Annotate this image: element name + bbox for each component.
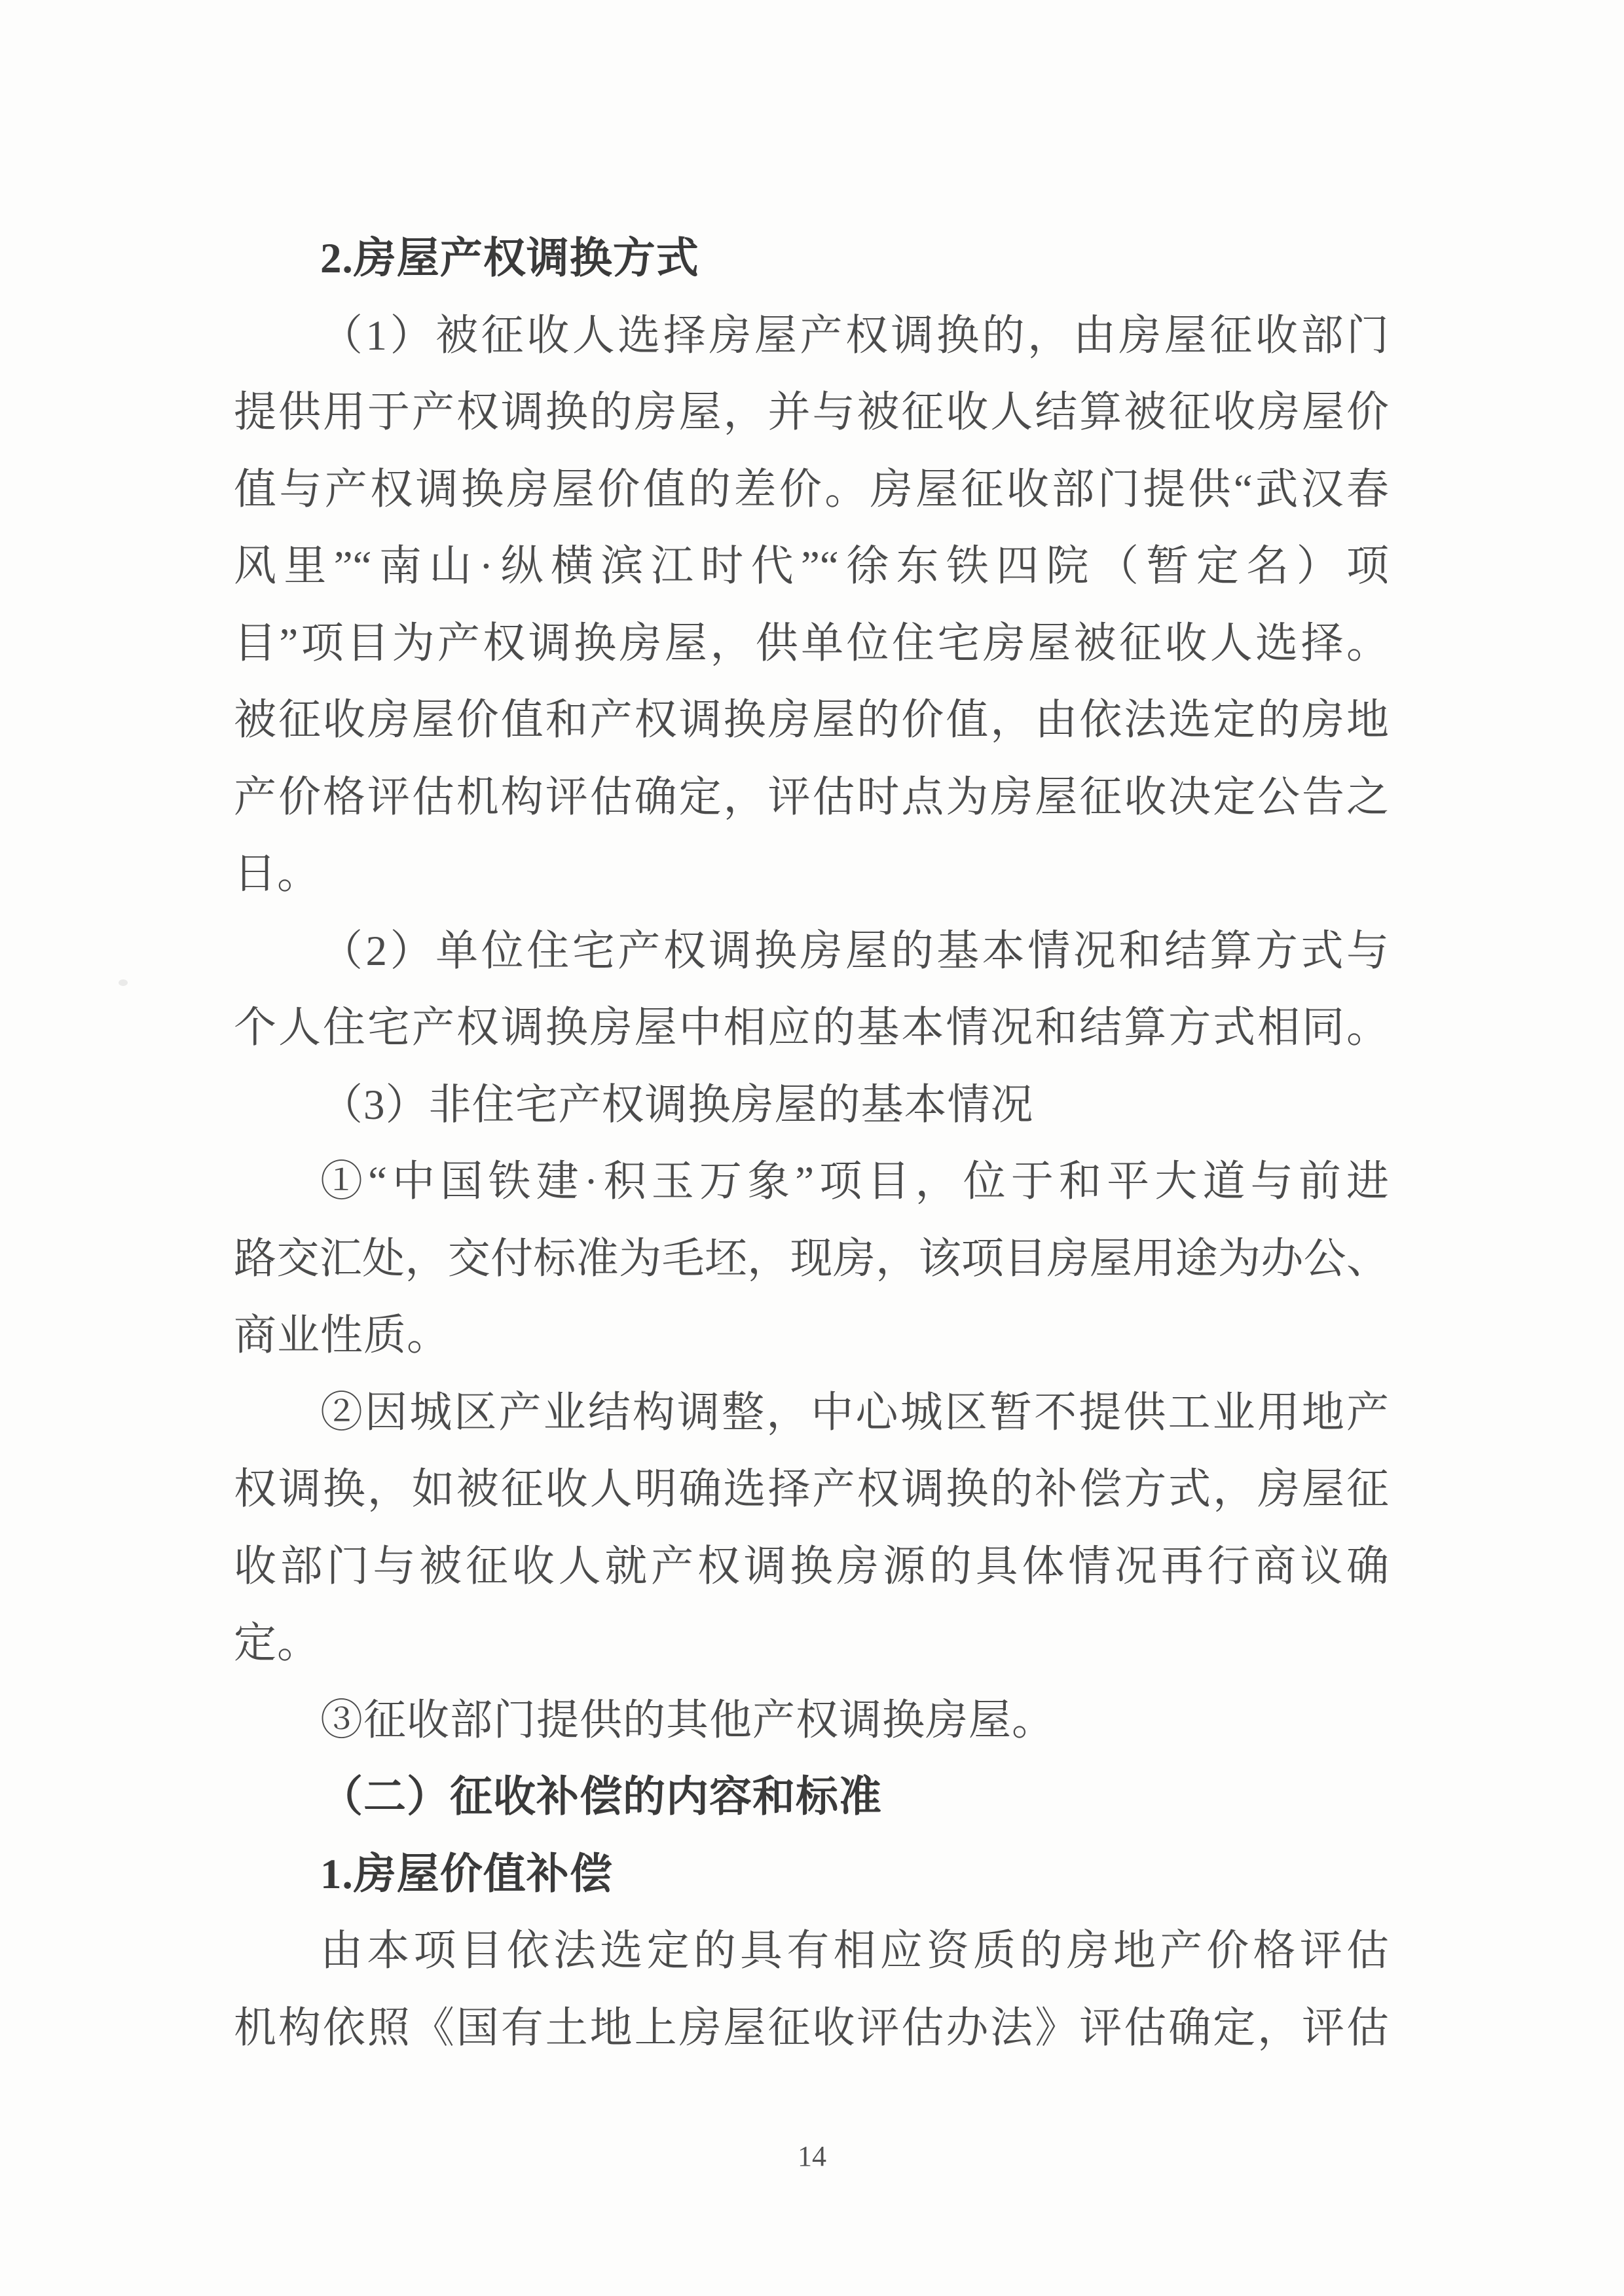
text-line: ②因城区产业结构调整，中心城区暂不提供工业用地产 bbox=[320, 1389, 1389, 1436]
text-line: 日。 bbox=[234, 850, 321, 898]
text-line: 个人住宅产权调换房屋中相应的基本情况和结算方式相同。 bbox=[234, 1004, 1389, 1051]
heading-line: 1.房屋价值补偿 bbox=[320, 1850, 613, 1898]
text-line: 机构依照《国有土地上房屋征收评估办法》评估确定，评估 bbox=[234, 2004, 1389, 2052]
text-line: （3）非住宅产权调换房屋的基本情况 bbox=[320, 1081, 1034, 1129]
text-line: （2）单位住宅产权调换房屋的基本情况和结算方式与 bbox=[320, 927, 1389, 975]
text-line: 风里”“南山·纵横滨江时代”“徐东铁四院（暂定名）项 bbox=[234, 543, 1389, 590]
text-line: 被征收房屋价值和产权调换房屋的价值，由依法选定的房地 bbox=[234, 697, 1389, 744]
text-line: 定。 bbox=[234, 1620, 321, 1667]
text-line: 值与产权调换房屋价值的差价。房屋征收部门提供“武汉春 bbox=[234, 465, 1389, 513]
text-line: 提供用于产权调换的房屋，并与被征收人结算被征收房屋价 bbox=[234, 389, 1389, 436]
heading-line: 2.房屋产权调换方式 bbox=[320, 235, 699, 282]
text-line: ③征收部门提供的其他产权调换房屋。 bbox=[320, 1696, 1056, 1744]
text-line: （1）被征收人选择房屋产权调换的，由房屋征收部门 bbox=[320, 312, 1389, 359]
text-line: 权调换，如被征收人明确选择产权调换的补偿方式，房屋征 bbox=[234, 1466, 1389, 1513]
text-line: ①“中国铁建·积玉万象”项目，位于和平大道与前进 bbox=[320, 1158, 1389, 1205]
text-line: 商业性质。 bbox=[234, 1312, 451, 1359]
text-line: 收部门与被征收人就产权调换房源的具体情况再行商议确 bbox=[234, 1542, 1389, 1590]
text-line: 由本项目依法选定的具有相应资质的房地产价格评估 bbox=[320, 1927, 1389, 1975]
document-body bbox=[234, 221, 1389, 2067]
text-line: 目”项目为产权调换房屋，供单位住宅房屋被征收人选择。 bbox=[234, 619, 1389, 667]
text-line: 路交汇处，交付标准为毛坯，现房，该项目房屋用途为办公、 bbox=[234, 1235, 1389, 1283]
scan-artifact bbox=[119, 979, 128, 986]
heading-line: （二）征收补偿的内容和标准 bbox=[320, 1774, 883, 1821]
page-number: 14 bbox=[798, 2140, 826, 2172]
text-line: 产价格评估机构评估确定，评估时点为房屋征收决定公告之 bbox=[234, 773, 1389, 821]
